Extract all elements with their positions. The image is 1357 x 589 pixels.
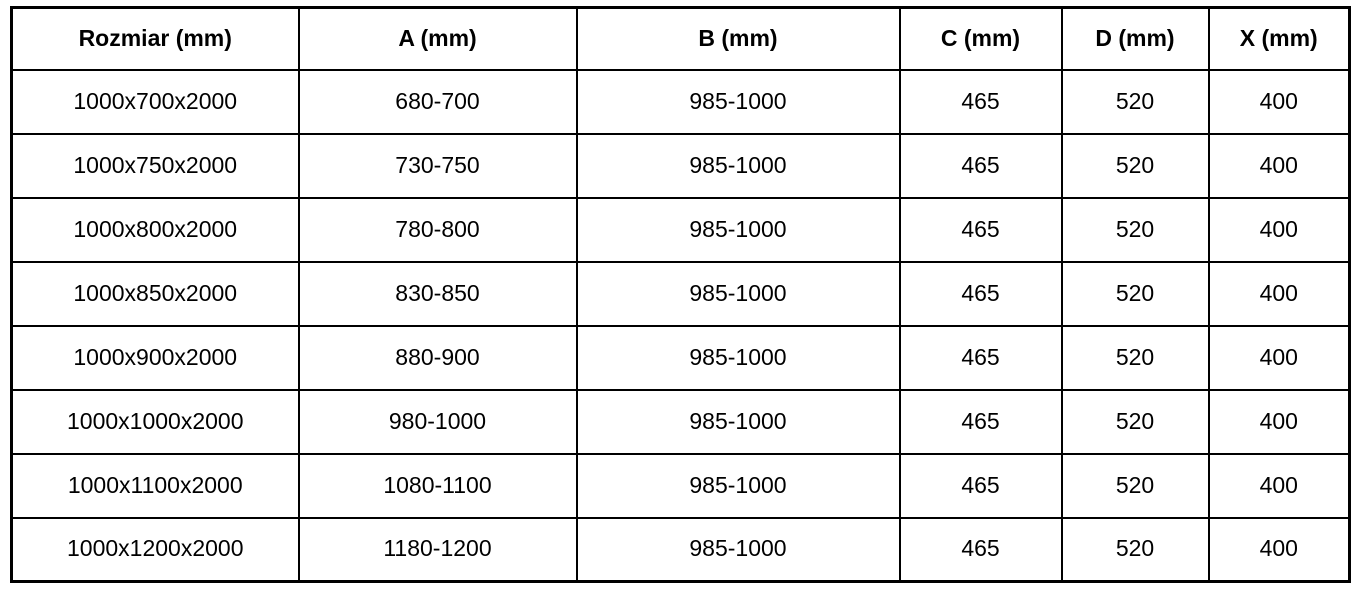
table-row [12, 134, 1350, 198]
table-cell: 1000x1000x2000 [12, 390, 299, 454]
table-cell: 465 [900, 70, 1062, 134]
column-header-a: A (mm) [299, 8, 577, 70]
table-body [12, 70, 1350, 582]
table-cell: 980-1000 [299, 390, 577, 454]
table-cell: 985-1000 [577, 134, 900, 198]
table-cell: 985-1000 [577, 518, 900, 582]
table-cell: 780-800 [299, 198, 577, 262]
size-spec-table [10, 6, 1351, 583]
table-cell: 985-1000 [577, 326, 900, 390]
table-cell: 400 [1209, 390, 1350, 454]
table-row [12, 390, 1350, 454]
table-cell: 1180-1200 [299, 518, 577, 582]
table-cell: 985-1000 [577, 198, 900, 262]
table-cell: 520 [1062, 326, 1209, 390]
table-cell: 400 [1209, 262, 1350, 326]
table-row [12, 262, 1350, 326]
table-cell: 1000x850x2000 [12, 262, 299, 326]
table-cell: 1000x1200x2000 [12, 518, 299, 582]
table-cell: 465 [900, 454, 1062, 518]
table-cell: 465 [900, 326, 1062, 390]
table-cell: 985-1000 [577, 390, 900, 454]
table-cell: 400 [1209, 454, 1350, 518]
column-header-b: B (mm) [577, 8, 900, 70]
table-row [12, 198, 1350, 262]
table-cell: 465 [900, 390, 1062, 454]
table-cell: 730-750 [299, 134, 577, 198]
table-cell: 520 [1062, 134, 1209, 198]
column-header-x: X (mm) [1209, 8, 1350, 70]
table-cell: 400 [1209, 70, 1350, 134]
table-cell: 520 [1062, 198, 1209, 262]
table-cell: 1000x1100x2000 [12, 454, 299, 518]
table-cell: 1000x900x2000 [12, 326, 299, 390]
table-cell: 400 [1209, 518, 1350, 582]
size-spec-table-container [10, 6, 1351, 583]
table-cell: 1080-1100 [299, 454, 577, 518]
table-cell: 985-1000 [577, 262, 900, 326]
table-cell: 985-1000 [577, 454, 900, 518]
table-cell: 520 [1062, 70, 1209, 134]
table-cell: 680-700 [299, 70, 577, 134]
table-cell: 400 [1209, 134, 1350, 198]
column-header-rozmiar: Rozmiar (mm) [12, 8, 299, 70]
table-row [12, 70, 1350, 134]
column-header-d: D (mm) [1062, 8, 1209, 70]
table-cell: 465 [900, 518, 1062, 582]
table-row [12, 518, 1350, 582]
table-cell: 1000x750x2000 [12, 134, 299, 198]
table-row [12, 326, 1350, 390]
table-cell: 520 [1062, 454, 1209, 518]
table-cell: 400 [1209, 198, 1350, 262]
table-cell: 830-850 [299, 262, 577, 326]
table-cell: 465 [900, 198, 1062, 262]
table-cell: 1000x700x2000 [12, 70, 299, 134]
column-header-c: C (mm) [900, 8, 1062, 70]
table-row [12, 454, 1350, 518]
table-cell: 465 [900, 134, 1062, 198]
table-cell: 520 [1062, 262, 1209, 326]
table-cell: 985-1000 [577, 70, 900, 134]
table-cell: 1000x800x2000 [12, 198, 299, 262]
table-header-row [12, 8, 1350, 70]
table-cell: 520 [1062, 390, 1209, 454]
table-cell: 400 [1209, 326, 1350, 390]
table-cell: 520 [1062, 518, 1209, 582]
table-cell: 465 [900, 262, 1062, 326]
table-cell: 880-900 [299, 326, 577, 390]
